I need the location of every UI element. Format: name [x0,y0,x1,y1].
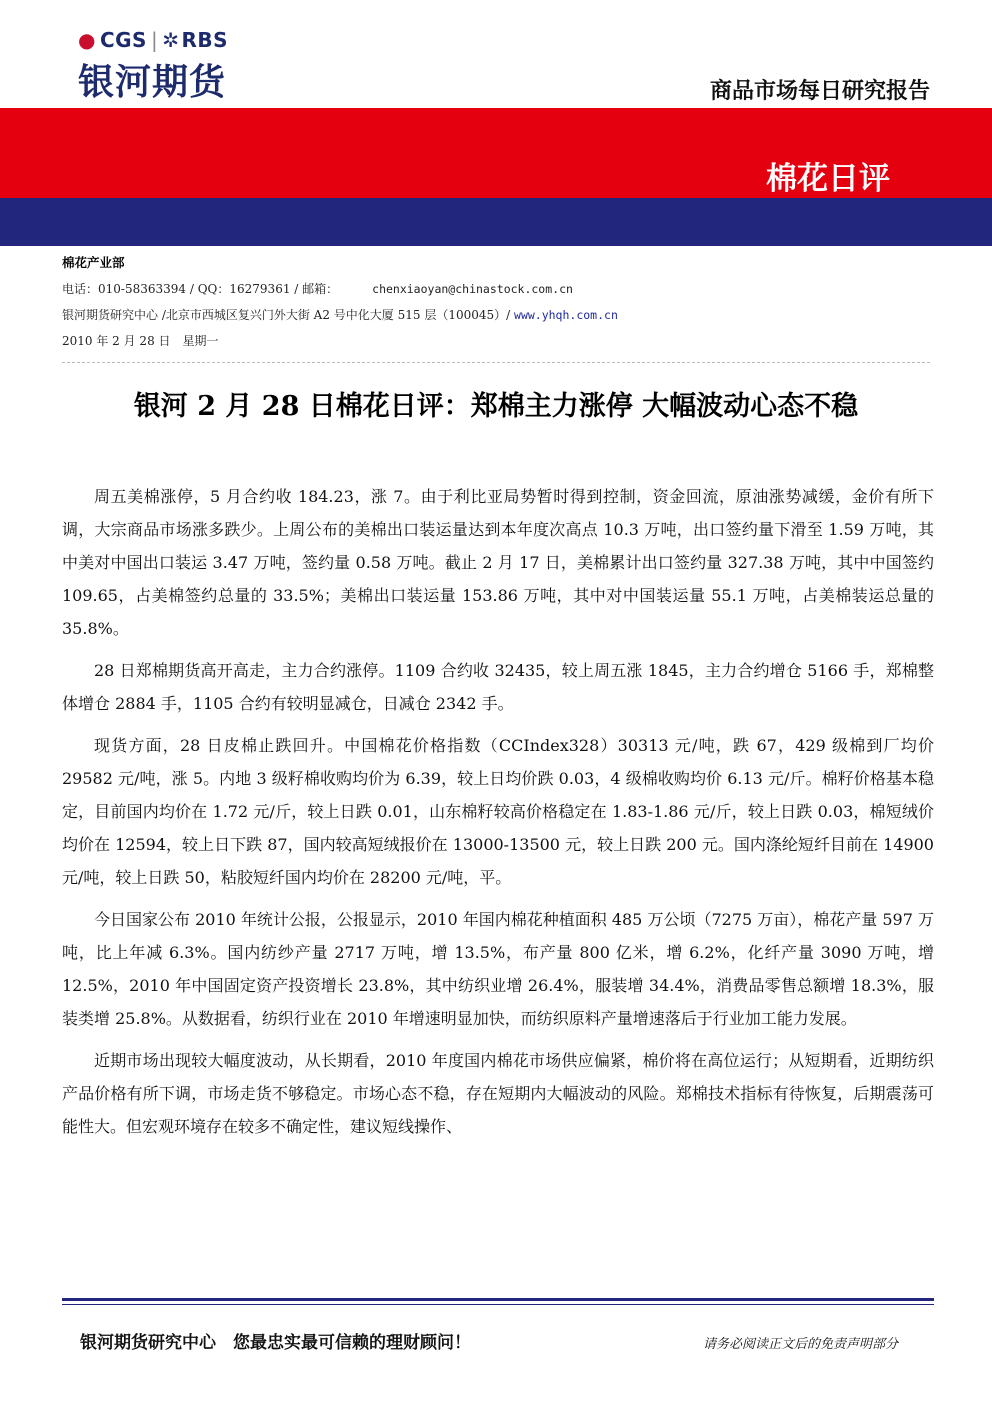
footer-rule-thin [62,1304,934,1305]
company-logo [78,28,278,108]
logo-brand-right: RBS [181,28,229,52]
header-red-band [0,108,992,198]
logo-brand-left: CGS [99,28,147,52]
article-paragraph: 今日国家公布 2010 年统计公报，公报显示，2010 年国内棉花种植面积 485 万公顷（7275 万亩），棉花产量 597 万吨，比上年减 6.3%。国内纺纱产量 2717 万吨，增 13.5%，布产量 800 亿米，增 6.2%，化纤产量 3090 万吨，增 12.5%，2010 年中国固定资产投资增长 23.8%，其中纺织业增 26.4%，服装增 34.4%，消费品零售总额增 18.3%，服装类增 25.8%。从数据看，纺织行业在 2010 年增速明显加快，而纺织原料产量增速落后于行业加工能力发展。 [62,910,934,1028]
footer-rule-thick [62,1298,934,1301]
section-title: 棉花日评 [766,161,890,197]
article-title: 银河 2 月 28 日棉花日评：郑棉主力涨停 大幅波动心态不稳 [133,391,859,422]
article-paragraph: 28 日郑棉期货高开高走，主力合约涨停。1109 合约收 32435，较上周五涨 1845，主力合约增仓 5166 手，郑棉整体增仓 2884 手，1105 合约有较明显减仓，日减仓 2342 手。 [62,661,934,713]
rbs-mark-icon: ✲ [162,28,180,52]
article-paragraph: 周五美棉涨停，5 月合约收 184.23，涨 7。由于利比亚局势暂时得到控制，资金回流，原油涨势减缓，金价有所下调，大宗商品市场涨多跌少。上周公布的美棉出口装运量达到本年度次高点 10.3 万吨，出口签约量下滑至 1.59 万吨，其中美对中国出口装运 3.47 万吨，签约量 0.58 万吨。截止 2 月 17 日，美棉累计出口签约量 327.38 万吨，其中中国签约 109.65，占美棉签约总量的 33.5%；美棉出口装运量 153.86 万吨，其中对中国装运量 55.1 万吨，占美棉装运总量的 35.8%。 [62,487,934,638]
logo-separator: | [150,28,159,52]
phone-line [62,276,618,302]
cgs-swirl-icon: ● [78,28,96,52]
header-blue-band [0,198,992,246]
article-paragraph: 近期市场出现较大幅度波动，从长期看，2010 年度国内棉花市场供应偏紧，棉价将在高位运行；从短期看，近期纺织产品价格有所下调，市场走货不够稳定。市场心态不稳，存在短期内大幅波动的风险。郑棉技术指标有待恢复，后期震荡可能性大。但宏观环境存在较多不确定性，建议短线操作、 [62,1051,934,1136]
report-date: 2010 年 2 月 28 日 星期一 [62,334,219,348]
header-divider [62,362,930,363]
footer-slogan: 银河期货研究中心 您最忠实最可信赖的理财顾问！ [80,1333,471,1353]
phone-text: 电话：010-58363394 / QQ：16279361 / 邮箱： [62,282,339,296]
contact-block [62,250,618,354]
website-link[interactable]: www.yhqh.com.cn [514,308,618,322]
address-text: 银河期货研究中心 /北京市西城区复兴门外大街 A2 号中化大厦 515 层（100045）/ [62,308,511,322]
footer-disclaimer: 请务必阅读正文后的免责声明部分 [702,1337,898,1352]
report-type-title: 商品市场每日研究报告 [709,79,930,104]
logo-brand-row [78,28,278,52]
department-name: 棉花产业部 [62,255,125,270]
article-paragraph: 现货方面，28 日皮棉止跌回升。中国棉花价格指数（CCIndex328）30313 元/吨，跌 67，429 级棉到厂均价 29582 元/吨，涨 5。内地 3 级籽棉收购均价为 6.39，较上日均价跌 0.03，4 级棉收购均价 6.13 元/斤。棉籽价格基本稳定，目前国内均价在 1.72 元/斤，较上日跌 0.01，山东棉籽较高价格稳定在 1.83-1.86 元/斤，较上日跌 0.03，棉短绒价均价在 12594，较上日下跌 87，国内较高短绒报价在 13000-13500 元，较上日跌 200 元。国内涤纶短纤目前在 14900 元/吨，较上日跌 50，粘胶短纤国内均价在 28200 元/吨，平。 [62,736,934,887]
address-line [62,302,618,328]
email-link[interactable]: chenxiaoyan@chinastock.com.cn [372,282,573,296]
logo-company-name: 银河期货 [78,62,227,103]
article-body [62,480,934,1152]
